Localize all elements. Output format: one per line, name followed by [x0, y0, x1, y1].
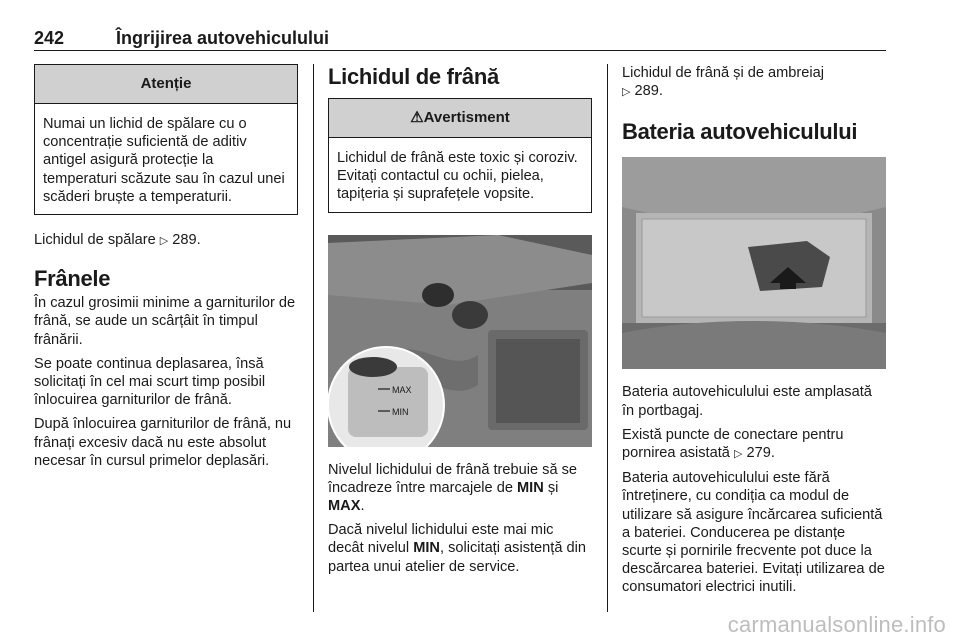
section-heading-battery: Bateria autovehiculului — [622, 119, 858, 145]
triangle-right-icon: ▷ — [622, 86, 631, 99]
max-mark-label: MAX — [392, 384, 412, 395]
page-header — [34, 20, 886, 50]
column-divider — [313, 64, 314, 612]
clutch-fluid-reference: Lichidul de frână și de ambreiaj ▷ 289. — [622, 65, 824, 100]
column-divider — [607, 64, 608, 612]
brake-fluid-level-paragraph: Nivelul lichidului de frână trebuie să se încadreze între marcajele de MIN și MAX. — [328, 461, 578, 515]
min-mark-label: MIN — [392, 406, 409, 417]
page-title: Îngrijirea autovehiculului — [116, 28, 330, 48]
triangle-right-icon: ▷ — [733, 448, 743, 461]
brakes-paragraph: În cazul grosimii minime a garniturilor de frână, se aude un scârțâit în timpul frânării. — [34, 295, 296, 348]
column-right — [622, 64, 888, 603]
brakes-paragraph: Se poate continua deplasarea, însă solicitați în cel mai scurt timp posibil înlocuirea garniturilor de frână. — [34, 355, 266, 409]
warning-box — [328, 98, 592, 213]
column-left — [34, 64, 298, 476]
warning-text: Lichidul de frână este toxic și coroziv. Evitați contactul cu ochii, pielea, tapițeria și suprafețele vopsite. — [337, 150, 578, 203]
caution-box — [34, 64, 298, 215]
warning-title: ⚠Avertisment — [329, 99, 591, 138]
caution-text: Numai un lichid de spălare cu o concentrație suficientă de aditiv antigel asigură protecție la temperaturi scăzute sau în cazul unei scăderi bruște a temperaturii. — [43, 116, 285, 205]
battery-paragraph: Bateria autovehiculului este fără întreținere, cu condiția ca modul de utilizare să asigure încărcarea suficientă a bateriei. Conducerea pe distanțe scurte și pornirile frecvente pot duce la descărcarea bateriei. Evitați utilizarea de consumatori electrici inutili. — [622, 470, 885, 596]
triangle-right-icon: ▷ — [159, 235, 169, 248]
warning-triangle-icon: ⚠ — [410, 109, 424, 126]
battery-trunk-image — [622, 157, 886, 369]
header-divider — [34, 50, 886, 51]
brake-fluid-reservoir-image — [328, 235, 592, 447]
brake-fluid-low-paragraph: Dacă nivelul lichidului este mai mic decât nivelul MIN, solicitați asistență din partea unui atelier de service. — [328, 522, 586, 575]
battery-paragraph: Există puncte de conectare pentru pornirea asistată ▷ 279. — [622, 426, 844, 462]
washer-reference: Lichidul de spălare ▷ 289. — [34, 232, 201, 249]
page-number: 242 — [34, 28, 65, 48]
watermark: carmanualsonline.info — [727, 612, 946, 637]
section-heading-brakes: Frânele — [34, 266, 111, 292]
brakes-paragraph: După înlocuirea garniturilor de frână, nu frânați excesiv dacă nu este absolut necesar în cursul primelor deplasări. — [34, 416, 292, 469]
column-middle — [328, 64, 592, 582]
section-heading-brake-fluid: Lichidul de frână — [328, 64, 499, 89]
battery-paragraph: Bateria autovehiculului este amplasată în portbagaj. — [622, 384, 872, 419]
caution-title: Atenție — [35, 65, 297, 104]
